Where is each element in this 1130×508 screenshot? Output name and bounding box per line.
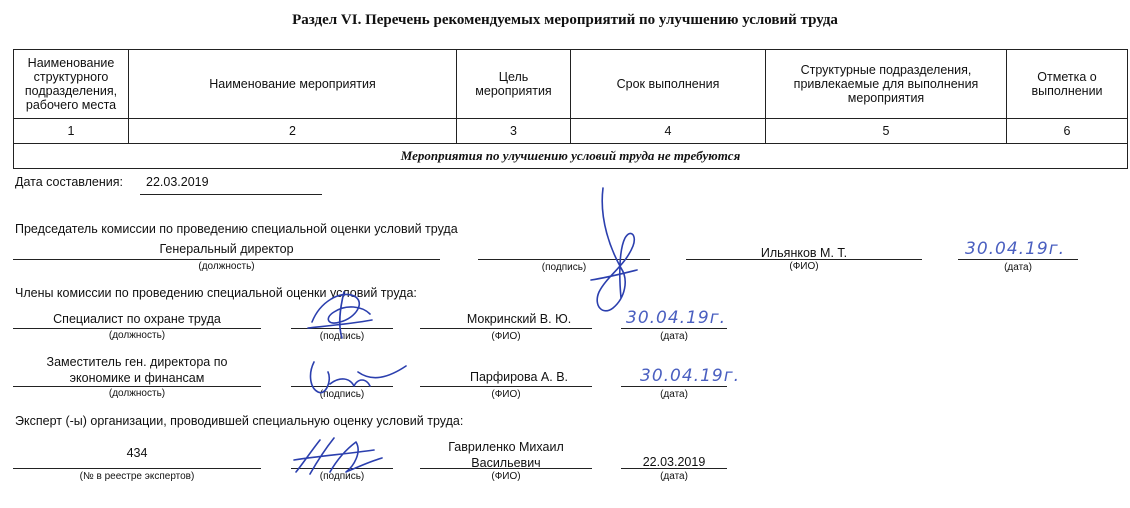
chairman-date-line	[958, 259, 1078, 260]
header-cell: Структурные подразделения, привлекаемые для выполнения мероприятия	[766, 50, 1007, 119]
expert-date: 22.03.2019	[642, 455, 706, 469]
expert-fio-line-2: Васильевич	[471, 456, 541, 470]
chairman-signature-caption: (подпись)	[541, 262, 587, 273]
expert-signature	[290, 432, 390, 482]
header-cell: Отметка о выполнении	[1007, 50, 1128, 119]
date-compiled-label: Дата составления:	[15, 175, 124, 189]
date-compiled-value: 22.03.2019	[146, 175, 209, 189]
chairman-fio-line	[686, 259, 922, 260]
header-cell: Наименование мероприятия	[129, 50, 457, 119]
expert-registry-number: 434	[126, 446, 148, 460]
expert-heading: Эксперт (-ы) организации, проводившей специальную оценку условий труда:	[15, 414, 464, 428]
member-2-date-caption: (дата)	[660, 389, 688, 400]
chairman-fio-caption: (ФИО)	[789, 261, 819, 272]
expert-fio-caption: (ФИО)	[491, 471, 521, 482]
header-cell: Цель мероприятия	[457, 50, 571, 119]
member-1-position-caption: (должность)	[108, 330, 166, 341]
member-2-position-line-2: экономике и финансам	[69, 371, 205, 385]
member-1-signature	[300, 282, 380, 340]
member-1-position-line	[13, 328, 261, 329]
expert-fio	[420, 439, 592, 471]
member-1-date-line	[621, 328, 727, 329]
date-compiled-line	[140, 194, 322, 195]
number-cell: 4	[571, 119, 766, 144]
member-2-signature	[300, 356, 410, 400]
member-2-position	[13, 354, 261, 386]
chairman-signature	[585, 180, 645, 325]
member-1-fio: Мокринский В. Ю.	[466, 312, 572, 326]
header-cell: Срок выполнения	[571, 50, 766, 119]
chairman-fio: Ильянков М. Т.	[760, 246, 848, 260]
member-2-position-line	[13, 386, 261, 387]
expert-signature-caption: (подпись)	[319, 471, 365, 482]
no-measures-note: Мероприятия по улучшению условий труда не требуются	[14, 144, 1128, 169]
number-cell: 6	[1007, 119, 1128, 144]
member-1-date-caption: (дата)	[660, 331, 688, 342]
chairman-date-caption: (дата)	[1004, 262, 1032, 273]
table-header-row	[14, 50, 1128, 119]
chairman-handwritten-date: 30.04.19г.	[965, 239, 1066, 259]
expert-fio-line	[420, 468, 592, 469]
chairman-position-caption: (должность)	[198, 261, 255, 272]
chairman-position: Генеральный директор	[159, 242, 294, 256]
chairman-position-line	[13, 259, 440, 260]
member-1-handwritten-date: 30.04.19г.	[626, 308, 727, 328]
members-heading: Члены комиссии по проведению специальной оценки условий труда:	[15, 286, 417, 300]
chairman-heading: Председатель комиссии по проведению специальной оценки условий труда	[15, 222, 458, 236]
member-2-handwritten-date: 30.04.19г.	[640, 366, 741, 386]
member-1-position: Специалист по охране труда	[53, 312, 221, 326]
table-numbering-row	[14, 119, 1128, 144]
number-cell: 3	[457, 119, 571, 144]
expert-registry-caption: (№ в реестре экспертов)	[79, 471, 195, 482]
number-cell: 2	[129, 119, 457, 144]
member-2-signature-caption: (подпись)	[319, 389, 365, 400]
member-2-fio-line	[420, 386, 592, 387]
number-cell: 5	[766, 119, 1007, 144]
number-cell: 1	[14, 119, 129, 144]
measures-table	[13, 49, 1128, 169]
section-title: Раздел VI. Перечень рекомендуемых мероприятий по улучшению условий труда	[292, 12, 838, 28]
member-2-fio-caption: (ФИО)	[491, 389, 521, 400]
member-1-signature-caption: (подпись)	[319, 331, 365, 342]
expert-date-line	[621, 468, 727, 469]
member-2-position-caption: (должность)	[108, 388, 166, 399]
expert-fio-line-1: Гавриленко Михаил	[448, 440, 564, 454]
expert-date-caption: (дата)	[660, 471, 688, 482]
member-1-fio-caption: (ФИО)	[491, 331, 521, 342]
table-note-row	[14, 144, 1128, 169]
header-cell: Наименование структурного подразделения, рабочего места	[14, 50, 129, 119]
member-2-position-line-1: Заместитель ген. директора по	[46, 355, 228, 369]
expert-registry-line	[13, 468, 261, 469]
member-2-fio: Парфирова А. В.	[469, 370, 569, 384]
member-2-date-line	[621, 386, 727, 387]
member-1-fio-line	[420, 328, 592, 329]
